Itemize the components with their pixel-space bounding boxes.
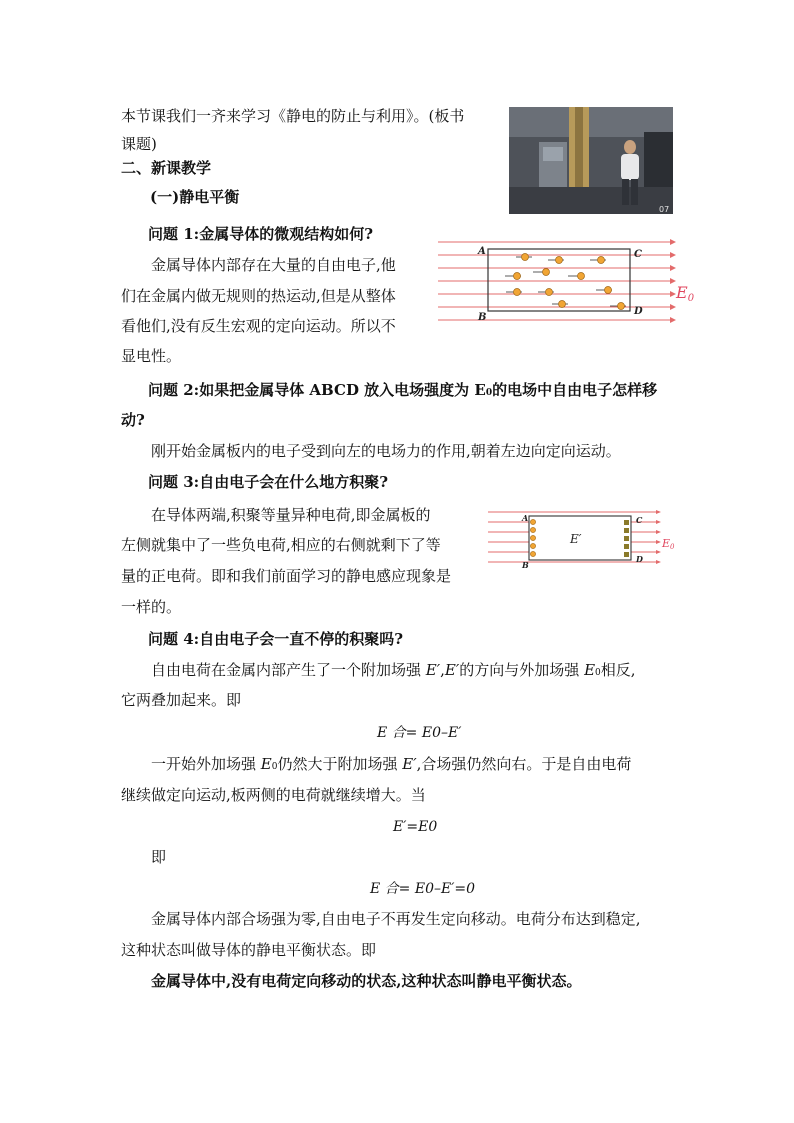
- question-2-title-line-2: 动?: [121, 411, 145, 429]
- conclusion-statement: 金属导体中,没有电荷定向移动的状态,这种状态叫静电平衡状态。: [151, 972, 582, 990]
- figure-1-drawing: [438, 236, 696, 330]
- q1-line-4: 显电性。: [121, 347, 182, 365]
- photo-illustration: [509, 107, 673, 214]
- fig1-label-b: B: [478, 312, 487, 323]
- equation-2: E′=E0: [393, 819, 438, 835]
- intro-line-1: 本节课我们一齐来学习《静电的防止与利用》。(板书: [121, 107, 465, 125]
- q1-line-3: 看他们,没有反生宏观的定向运动。所以不: [121, 317, 396, 335]
- q4-para-3-line-2: 这种状态叫做导体的静电平衡状态。即: [121, 941, 377, 959]
- q4-para-1-line-2: 它两叠加起来。即: [121, 691, 242, 709]
- q2-answer: 刚开始金属板内的电子受到向左的电场力的作用,朝着左边向定向运动。: [151, 442, 621, 460]
- q4-para-2-line-2: 继续做定向运动,板两侧的电荷就继续增大。当: [121, 786, 426, 804]
- figure-2-drawing: [488, 504, 680, 572]
- fig1-label-d: D: [634, 306, 643, 317]
- equation-3: E 合= E0–E′=0: [370, 881, 476, 897]
- question-4-title: 问题 4:自由电子会一直不停的积聚吗?: [148, 630, 403, 648]
- fig1-label-a: A: [478, 246, 486, 257]
- subsection-heading-1: (一)静电平衡: [150, 188, 240, 206]
- q1-line-1: 金属导体内部存在大量的自由电子,他: [151, 256, 396, 274]
- question-3-title: 问题 3:自由电子会在什么地方积聚?: [148, 473, 388, 491]
- fig2-field-label: E0: [662, 537, 675, 551]
- fig2-label-d: D: [636, 554, 643, 564]
- q3-line-4: 一样的。: [121, 598, 182, 616]
- section-heading-2: 二、新课教学: [121, 159, 212, 177]
- gas-station-photo: [509, 107, 673, 214]
- figure-conductor-electrons: [438, 236, 696, 334]
- fig1-field-label: E0: [676, 283, 695, 304]
- q3-line-1: 在导体两端,积聚等量异种电荷,即金属板的: [151, 506, 431, 524]
- fig2-label-a: A: [522, 513, 529, 523]
- question-1-title: 问题 1:金属导体的微观结构如何?: [148, 225, 373, 243]
- q4-para-1-line-1: 自由电荷在金属内部产生了一个附加场强 E′,E′的方向与外加场强 E0相反,: [151, 661, 636, 679]
- q3-line-2: 左侧就集中了一些负电荷,相应的右侧就剩下了等: [121, 536, 441, 554]
- q4-para-3-line-1: 金属导体内部合场强为零,自由电子不再发生定向移动。电荷分布达到稳定,: [151, 910, 641, 928]
- figure-charge-separation: [488, 504, 680, 576]
- q3-line-3: 量的正电荷。即和我们前面学习的静电感应现象是: [121, 567, 452, 585]
- fig1-label-c: C: [634, 249, 642, 260]
- q4-para-2-line-1: 一开始外加场强 E0仍然大于附加场强 E′,合场强仍然向右。于是自由电荷: [151, 755, 632, 773]
- intro-line-2: 课题): [121, 135, 157, 153]
- fig2-label-c: C: [636, 515, 643, 525]
- photo-corner-text: 07: [659, 205, 670, 214]
- fig2-inner-field-label: E′: [570, 532, 582, 546]
- ji-connector: 即: [151, 848, 167, 866]
- fig2-label-b: B: [522, 560, 529, 570]
- question-2-title-line-1: 问题 2:如果把金属导体 ABCD 放入电场强度为 E0的电场中自由电子怎样移: [148, 381, 658, 399]
- q1-line-2: 们在金属内做无规则的热运动,但是从整体: [121, 287, 396, 305]
- equation-1: E 合= E0–E′: [377, 725, 462, 741]
